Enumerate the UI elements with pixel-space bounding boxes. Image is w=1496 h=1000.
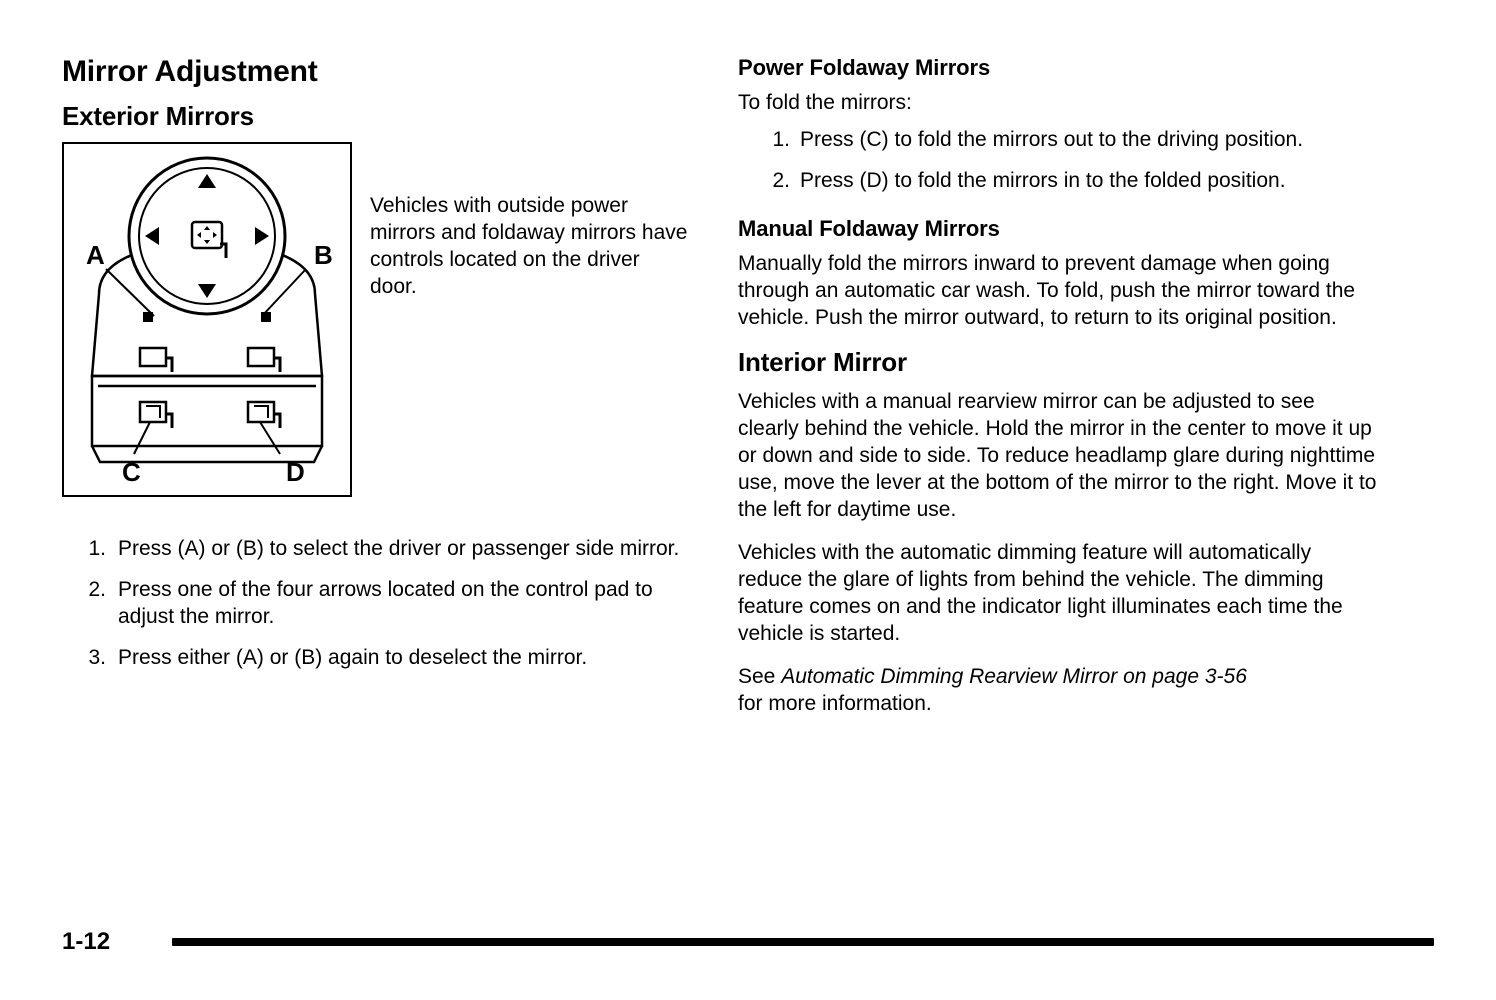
list-text: Press one of the four arrows located on the control pad to adjust the mirror. (118, 578, 653, 628)
interior-mirror-paragraph-1: Vehicles with a manual rearview mirror can be adjusted to see clearly behind the vehicle. Hold the mirror in the center to move it up or down and side to side. To reduce headlamp glare during nighttime use, move the lever at the bottom of the mirror to the right. Move it to the left for daytime use. (738, 390, 1377, 521)
mirror-control-diagram-svg (64, 144, 350, 495)
list-text: Press either (A) or (B) again to deselect the mirror. (118, 646, 588, 669)
list-item (738, 126, 1378, 153)
svg-text:D: D (286, 457, 305, 487)
spacer (62, 507, 692, 535)
list-number: 1. (88, 537, 106, 560)
section-heading-interior-mirror: Interior Mirror (738, 347, 907, 377)
list-number: 1. (772, 128, 790, 151)
list-item (62, 535, 692, 562)
list-text: Press (D) to fold the mirrors in to the folded position. (800, 169, 1286, 192)
list-number: 2. (772, 169, 790, 192)
list-item (62, 644, 692, 671)
list-item (738, 167, 1378, 194)
list-number: 3. (88, 646, 106, 669)
list-text: Press (A) or (B) to select the driver or passenger side mirror. (118, 537, 680, 560)
right-column (738, 55, 1378, 733)
section-heading-manual-foldaway-mirrors: Manual Foldaway Mirrors (738, 216, 1000, 241)
interior-mirror-paragraph-2: Vehicles with the automatic dimming feature will automatically reduce the glare of lights from behind the vehicle. The dimming feature comes on and the indicator light illuminates each time the vehicle is started. (738, 541, 1343, 645)
list-item (62, 576, 692, 630)
power-foldaway-steps (738, 126, 1378, 194)
footer-rule (172, 938, 1434, 946)
svg-text:A: A (86, 240, 105, 270)
left-column (62, 55, 692, 685)
page-footer (62, 928, 1434, 955)
svg-text:B: B (314, 240, 333, 270)
cross-reference-suffix: for more information. (738, 692, 932, 715)
list-text: Press (C) to fold the mirrors out to the driving position. (800, 128, 1304, 151)
cross-reference-prefix: See (738, 665, 782, 688)
page-title: Mirror Adjustment (62, 55, 318, 88)
section-heading-exterior-mirrors: Exterior Mirrors (62, 101, 254, 131)
exterior-mirrors-intro: Vehicles with outside power mirrors and foldaway mirrors have controls located on the driver door. (370, 194, 688, 298)
svg-text:C: C (122, 457, 141, 487)
figure-wrapper (62, 142, 352, 497)
exterior-mirror-steps (62, 535, 692, 671)
section-heading-power-foldaway-mirrors: Power Foldaway Mirrors (738, 55, 991, 80)
cross-reference-target[interactable]: Automatic Dimming Rearview Mirror on page 3-56 (781, 665, 1247, 688)
page-number: 1-12 (62, 928, 111, 955)
cross-reference (738, 663, 1378, 717)
list-number: 2. (88, 578, 106, 601)
power-foldaway-lead: To fold the mirrors: (738, 91, 912, 114)
mirror-control-switch-diagram (62, 142, 352, 497)
manual-foldaway-body: Manually fold the mirrors inward to prevent damage when going through an automatic car wash. To fold, push the mirror toward the vehicle. Push the mirror outward, to return to its original position. (738, 252, 1356, 329)
